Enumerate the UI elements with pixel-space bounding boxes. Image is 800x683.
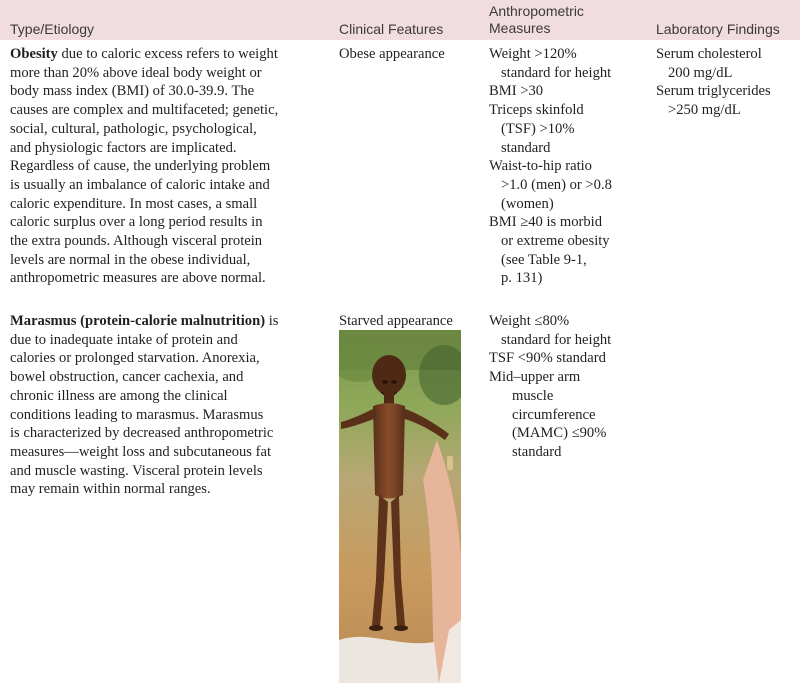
header-clinical-features: Clinical Features (339, 21, 444, 37)
header-laboratory-findings: Laboratory Findings (656, 21, 780, 37)
obesity-clinical: Obese appearance (339, 46, 445, 62)
obesity-anthropometric: Weight >120% standard for height BMI >30 Triceps skinfold (TSF) >10% standard Waist-to-hip ratio >1.0 (men) or >0.8 (women) BMI ≥40 is morbid or extreme obesity (see Table 9-1, p. 131) (489, 46, 612, 287)
obesity-lab: Serum cholesterol 200 mg/dL Serum triglycerides >250 mg/dL (656, 46, 771, 119)
marasmus-clinical: Starved appearance (339, 313, 453, 329)
header-anthropometric: Anthropometric Measures (489, 3, 584, 36)
obesity-etiology: Obesity due to caloric excess refers to weight more than 20% above ideal body weight or body mass index (BMI) of 30.0-39.9. The causes are complex and multifaceted; genetic, social, cultural, pathologic, psychological, and physiologic factors are implicated. Regardless of cause, the underlying problem is usually an imbalance of caloric intake and caloric expenditure. In most cases, a small caloric surplus over a long period results in the extra pounds. Although visceral protein levels are normal in the obese individual, anthropometric measures are above normal. (10, 46, 279, 287)
marasmus-etiology: Marasmus (protein-calorie malnutrition) is due to inadequate intake of protein and calories or prolonged starvation. Anorexia, bowel obstruction, cancer cachexia, and chronic illness are among the clinical conditions leading to marasmus. Marasmus is characterized by decreased anthropometric measures—weight loss and subcutaneous fat and muscle wasting. Visceral protein levels may remain within normal ranges. (10, 313, 279, 498)
header-type-etiology: Type/Etiology (10, 21, 95, 37)
table-header (0, 0, 800, 40)
marasmus-term: Marasmus (protein-calorie malnutrition) (10, 313, 266, 329)
obesity-term: Obesity (10, 46, 58, 62)
starved-child-photo (339, 330, 461, 683)
marasmus-anthropometric: Weight ≤80% standard for height TSF <90% standard Mid–upper arm muscle circumference (MAMC) ≤90% standard (489, 313, 612, 460)
